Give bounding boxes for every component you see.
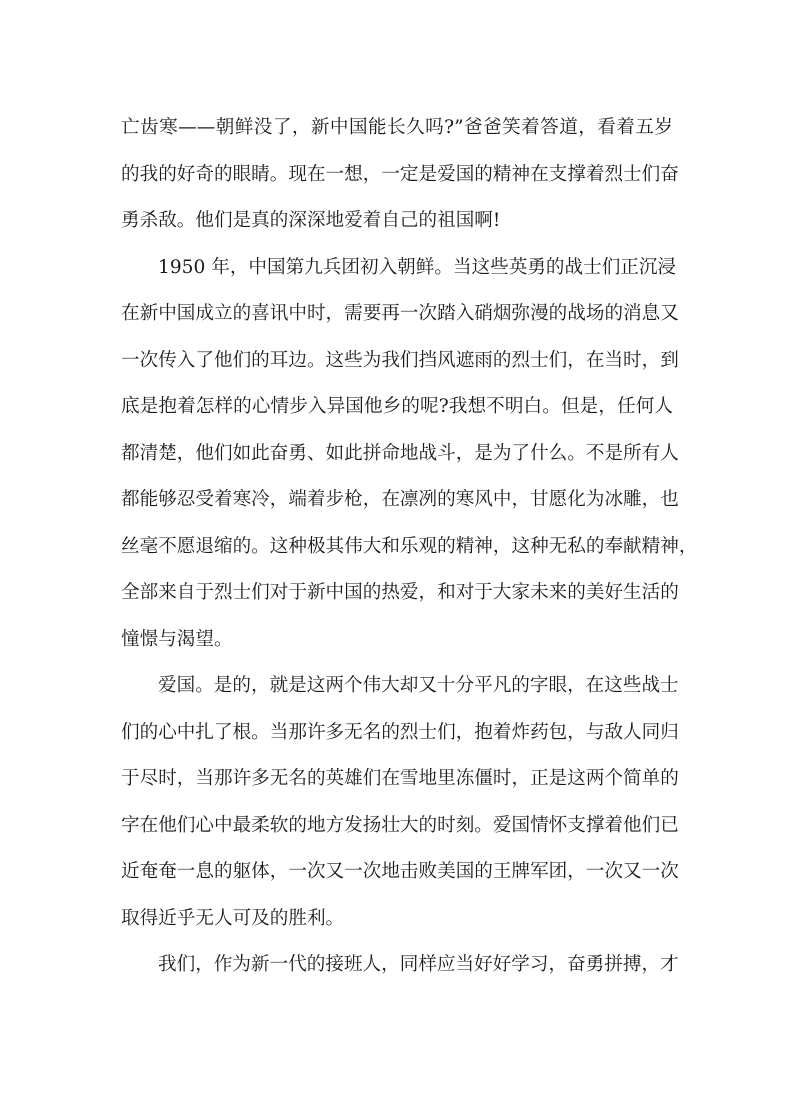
text-line: 于尽时，当那许多无名的英雄们在雪地里冻僵时，正是这两个简单的 [121,768,679,789]
text-line: 字在他们心中最柔软的地方发扬壮大的时刻。爱国情怀支撑着他们已 [121,815,679,836]
text-line: 们的心中扎了根。当那许多无名的烈士们，抱着炸药包，与敌人同归 [121,722,679,743]
text-line: 在新中国成立的喜讯中时，需要再一次踏入硝烟弥漫的战场的消息又 [121,303,679,324]
text-line: 全部来自于烈士们对于新中国的热爱，和对于大家未来的美好生活的 [121,582,679,603]
text-line: 近奄奄一息的躯体，一次又一次地击败美国的王牌军团，一次又一次 [121,861,679,882]
paragraph-start-line: 1950 年，中国第九兵团初入朝鲜。当这些英勇的战士们正沉浸 [158,257,677,278]
text-line: 一次传入了他们的耳边。这些为我们挡风遮雨的烈士们，在当时，到 [121,350,679,371]
text-line: 都清楚，他们如此奋勇、如此拼命地战斗，是为了什么。不是所有人 [121,443,679,464]
text-line: 亡齿寒——朝鲜没了，新中国能长久吗?”爸爸笑着答道，看着五岁 [121,117,673,138]
text-line: 憧憬与渴望。 [121,629,233,650]
text-line: 丝毫不愿退缩的。这种极其伟大和乐观的精神，这种无私的奉献精神， [121,536,698,557]
paragraph-start-line: 我们，作为新一代的接班人，同样应当好好学习，奋勇拼搏，才 [158,954,679,975]
text-line: 勇杀敌。他们是真的深深地爱着自己的祖国啊! [121,210,501,231]
text-line: 都能够忍受着寒冷，端着步枪，在凛冽的寒风中，甘愿化为冰雕，也 [121,489,679,510]
text-line: 取得近乎无人可及的胜利。 [121,908,345,929]
text-line: 底是抱着怎样的心情步入异国他乡的呢?我想不明白。但是，任何人 [121,396,673,417]
text-line: 的我的好奇的眼睛。现在一想，一定是爱国的精神在支撑着烈士们奋 [121,164,679,185]
paragraph-start-line: 爱国。是的，就是这两个伟大却又十分平凡的字眼，在这些战士 [158,675,679,696]
